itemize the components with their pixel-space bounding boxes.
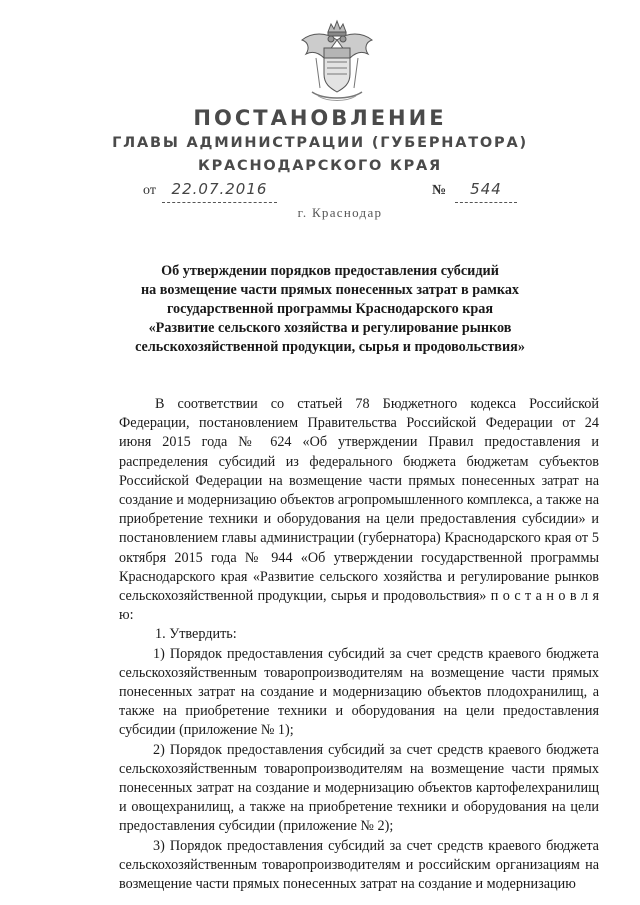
title-line: государственной программы Краснодарского края — [166, 301, 494, 317]
region-line: КРАСНОДАРСКОГО КРАЯ — [197, 158, 443, 174]
title-line: на возмещение части прямых понесенных затрат в рамках — [140, 282, 520, 298]
title-line: сельскохозяйственной продукции, сырья и продовольствия» — [135, 339, 525, 355]
number-label: № — [432, 183, 447, 198]
krasnodar-coat-of-arms-emblem — [298, 18, 376, 104]
date-label: от — [143, 183, 156, 198]
list-item: 2) Порядок предоставления субсидий за счет средств краевого бюджета сельскохозяйственным товаропроизводителям на возмещение части прямых понесенных затрат на создание и модернизацию объектов картофелехранилищ и овощехранилищ, а также на приобретение техники и оборудования на цели предоставления субсидии (приложение № 2); — [119, 741, 599, 835]
date-value: 22.07.2016 — [162, 180, 277, 203]
title-line: «Развитие сельского хозяйства и регулирование рынков — [148, 320, 512, 336]
list-item: 3) Порядок предоставления субсидий за счет средств краевого бюджета сельскохозяйственным товаропроизводителям и российским организациям на возмещение части прямых понесенных затрат на создание и модернизацию — [119, 837, 599, 893]
city-label: г. Краснодар — [297, 205, 383, 220]
document-body — [119, 395, 599, 894]
list-item: 1) Порядок предоставления субсидий за счет средств краевого бюджета сельскохозяйственным товаропроизводителям на возмещение части прямых понесенных затрат на создание и модернизацию объектов плодохранилищ, а также на приобретение техники и оборудования на цели предоставления субсидии (приложение № 1); — [119, 645, 599, 739]
preamble-paragraph: В соответствии со статьей 78 Бюджетного кодекса Российской Федерации, постановлением Правительства Российской Федерации от 24 июня 2015 года № 624 «Об утверждении Правил предоставления и распределения субсидий из федерального бюджета бюджетам субъектов Российской Федерации на возмещение части прямых понесенных затрат на создание и модернизацию объектов агропромышленного комплекса, а также на приобретение техники и оборудования на цели предоставления субсидии» и постановлением главы администрации (губернатора) Краснодарского края от 5 октября 2015 года № 944 «Об утверждении государственной программы Краснодарского края «Развитие сельского хозяйства и регулирование рынков сельскохозяйственной продукции, сырья и продовольствия» п о с т а н о в л я ю: — [119, 396, 599, 624]
doc-type-heading: ПОСТАНОВЛЕНИЕ — [193, 106, 447, 130]
issuer-line: ГЛАВЫ АДМИНИСТРАЦИИ (ГУБЕРНАТОРА) — [112, 135, 528, 151]
number-value: 544 — [455, 180, 517, 203]
clause-1: 1. Утвердить: — [155, 626, 237, 643]
document-title — [120, 262, 540, 357]
title-line: Об утверждении порядков предоставления субсидий — [161, 263, 499, 279]
